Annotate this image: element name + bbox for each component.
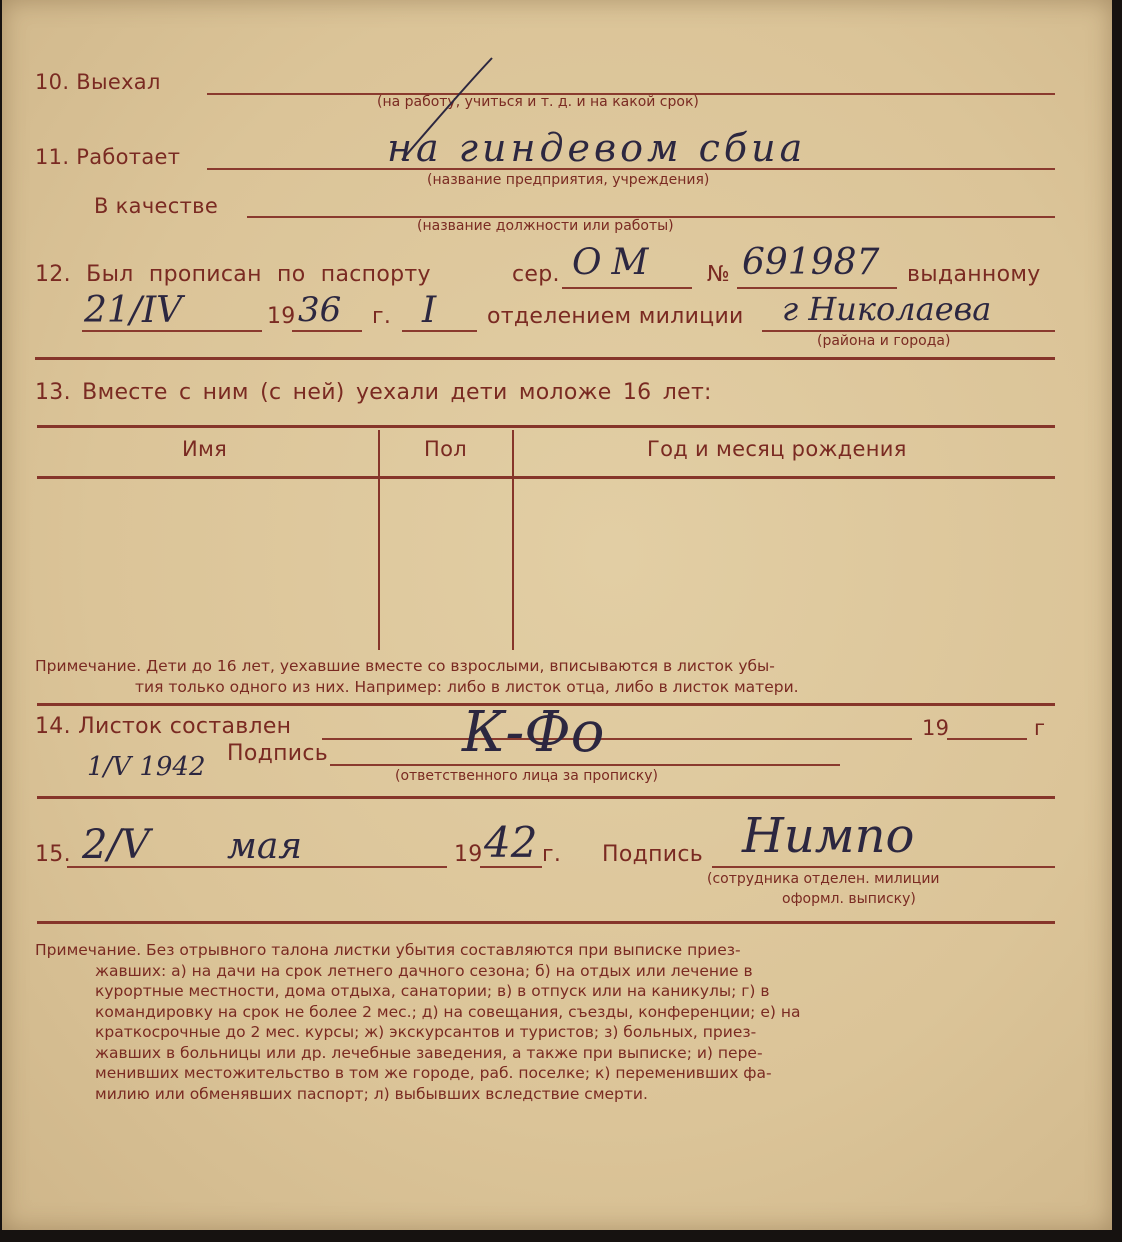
field-12-city: г Николаева — [782, 290, 992, 328]
note-2-line: командировку на срок не более 2 мес.; д) на совещания, съезды, конференции; е) на — [95, 1002, 801, 1021]
field-12-issued-label: выданному — [907, 262, 1041, 287]
note-1 — [35, 656, 1075, 697]
field-12-series-line — [562, 287, 692, 289]
section-divider — [37, 796, 1055, 799]
field-14-year-line — [947, 738, 1027, 740]
table-header-name: Имя — [182, 437, 228, 461]
note-2 — [35, 940, 1075, 1104]
field-11-hint: (название предприятия, учреждения) — [427, 172, 710, 188]
registration-form-sheet — [2, 0, 1112, 1230]
note-1-line: тия только одного из них. Например: либо в листок отца, либо в листок матери. — [135, 677, 799, 696]
field-15-year-suffix: 42 — [484, 818, 538, 867]
note-2-line: курортные местности, дома отдыха, санатории; в) в отпуск или на каникулы; г) в — [95, 982, 770, 1000]
field-12-num-label: № — [707, 262, 731, 287]
field-15-sign-label: Подпись — [602, 842, 704, 867]
field-12-city-line — [762, 330, 1055, 332]
table-column-divider — [378, 430, 380, 650]
table-column-divider — [512, 430, 514, 650]
field-12-number: 691987 — [742, 242, 880, 283]
field-12-label: 12. Был прописан по паспорту — [35, 262, 431, 287]
field-11b-hint: (название должности или работы) — [417, 218, 674, 234]
field-13-label: 13. Вместе с ним (с ней) уехали дети моложе 16 лет: — [35, 380, 712, 405]
table-top-rule — [37, 425, 1055, 428]
field-14-line — [322, 738, 912, 740]
field-15-month: мая — [227, 826, 303, 867]
field-15-label: 15. — [35, 842, 71, 867]
note-2-line: милию или обменявших паспорт; л) выбывших вследствие смерти. — [95, 1084, 648, 1103]
note-2-line: жавших в больницы или др. лечебные заведения, а также при выписке; и) пере- — [95, 1043, 763, 1062]
field-14-sign-label: Подпись — [227, 741, 329, 766]
field-12-year-prefix: 19 — [267, 304, 296, 329]
field-12-g: г. — [372, 304, 392, 329]
field-15-hint-1: (сотрудника отделен. милиции — [707, 871, 940, 887]
note-2-line: жавших: а) на дачи на срок летнего дачного сезона; б) на отдых или лечение в — [95, 961, 753, 980]
field-12-dept-line — [402, 330, 477, 332]
field-12-series: ОМ — [572, 242, 659, 283]
field-15-signature: Нимпо — [742, 808, 915, 864]
field-15-g: г. — [542, 842, 562, 867]
field-15-hint-2: оформл. выписку) — [782, 891, 916, 907]
table-header-birth: Год и месяц рождения — [647, 437, 907, 461]
field-12-dept-label: отделением милиции — [487, 304, 744, 329]
field-11b-label: В качестве — [94, 194, 219, 218]
field-10-label: 10. Выехал — [35, 70, 161, 94]
field-12-ser-label: сер. — [512, 262, 560, 287]
field-14-signature: К-Фо — [462, 700, 605, 765]
field-12-day: 21/IV — [84, 290, 183, 331]
field-11-value: на гиндевом сбиа — [387, 126, 807, 170]
field-11-label: 11. Работает — [35, 145, 181, 169]
field-12-year-suffix: 36 — [298, 290, 342, 330]
field-12-number-line — [737, 287, 897, 289]
field-12-city-hint: (района и города) — [817, 333, 951, 349]
note-2-line: менивших местожительство в том же городе, раб. поселке; к) переменивших фа- — [95, 1064, 772, 1082]
field-15-sign-line — [712, 866, 1055, 868]
field-14-g: г — [1034, 716, 1046, 740]
section-divider — [35, 357, 1055, 360]
field-12-dept: I — [422, 290, 437, 331]
field-15-year-prefix: 19 — [454, 842, 483, 867]
section-divider — [37, 921, 1055, 924]
note-2-line: краткосрочные до 2 мес. курсы; ж) экскурсантов и туристов; з) больных, приез- — [95, 1023, 757, 1041]
table-header-rule — [37, 476, 1055, 479]
field-14-date: 1/V 1942 — [87, 752, 206, 782]
note-1-line: Примечание. Дети до 16 лет, уехавшие вместе со взрослыми, вписываются в листок убы- — [35, 657, 775, 675]
field-14-year-prefix: 19 — [922, 716, 950, 740]
field-14-label: 14. Листок составлен — [35, 714, 292, 739]
note-2-line: Примечание. Без отрывного талона листки убытия составляются при выписке приез- — [35, 941, 741, 959]
field-12-year-line — [292, 330, 362, 332]
field-15-day: 2/V — [82, 822, 150, 868]
field-14-hint: (ответственного лица за прописку) — [395, 768, 658, 784]
field-10-hint: (на работу, учиться и т. д. и на какой срок) — [377, 94, 699, 110]
table-header-sex: Пол — [424, 437, 467, 461]
